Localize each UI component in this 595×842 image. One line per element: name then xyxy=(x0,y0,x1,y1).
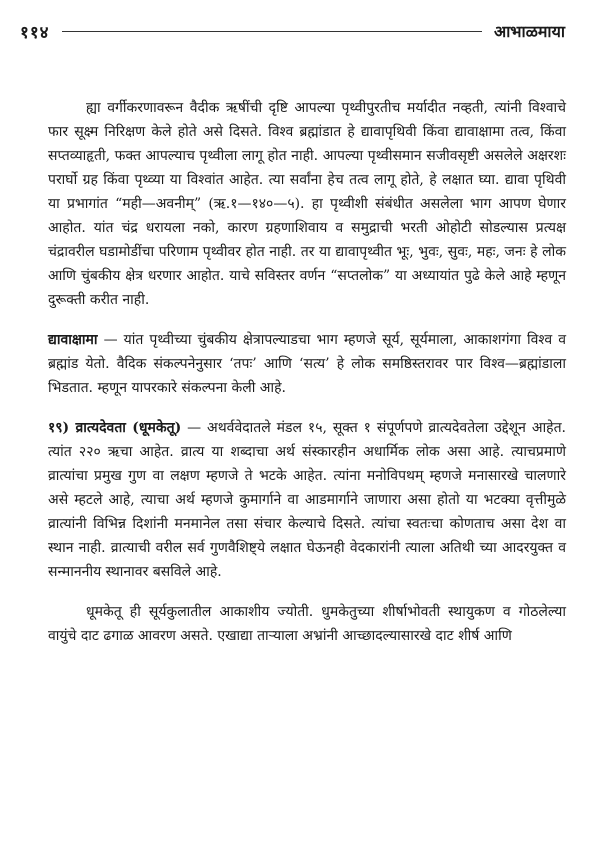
body-text xyxy=(48,96,566,648)
page-number: ११४ xyxy=(20,22,50,43)
paragraph-2-text: — यांत पृथ्वीच्या चुंबकीय क्षेत्रापल्याडचा भाग म्हणजे सूर्य, सूर्यमाला, आकाशगंगा विश्व व ब्रह्मांड येतो. वैदिक संकल्पनेनुसार ‘तपः’ आणि ‘सत्य’ हे लोक समष्ठिस्तरावर पार विश्व—ब्रह्मांडाला भिडतात. म्हणून यापरकारे संकल्पना केली आहे. xyxy=(48,332,566,396)
term-dyavakshama: द्यावाक्षामा xyxy=(48,332,98,348)
running-title: आभाळमाया xyxy=(493,22,565,41)
paragraph-4: धूमकेतू ही सूर्यकुलातील आकाशीय ज्योती. धुमकेतुच्या शीर्षाभोवती स्थायुकण व गोठलेल्या वायुंचे दाट ढगाळ आवरण असते. एखाद्या ताऱ्याला अभ्रांनी आच्छादल्यासारखे दाट शीर्ष आणि xyxy=(48,604,566,644)
paragraph-2 xyxy=(48,328,566,400)
paragraph-3 xyxy=(48,416,566,584)
page-header xyxy=(20,18,565,44)
header-rule xyxy=(62,31,482,32)
term-vratyadevata: १९) व्रात्यदेवता (धूमकेतू) xyxy=(48,420,182,436)
paragraph-3-text: — अथर्ववेदातले मंडल १५, सूक्त १ संपूर्णपणे व्रात्यदेवतेला उद्देशून आहेत. त्यांत २२० ऋचा आहेत. व्रात्य या शब्दाचा अर्थ संस्कारहीन अधार्मिक लोक असा आहे. त्याचप्रमाणे व्रात्यांचा प्रमुख गुण वा लक्षण म्हणजे ते भटके आहेत. त्यांना मनोविपथम् म्हणजे मनासारखे चालणारे असे म्हटले आहे, त्याचा अर्थ म्हणजे कुमार्गाने वा आडमार्गाने जाणारा असा होतो या भटक्या वृत्तीमुळे व्रात्यांनी विभिन्न दिशांनी मनमानेल तसा संचार केल्याचे दिसते. त्यांचा स्वतःचा कोणताच असा देश वा स्थान नाही. व्रात्याची वरील सर्व गुणवैशिष्ट्ये लक्षात घेऊनही वेदकारांनी त्याला अतिथी च्या आदरयुक्त व सन्माननीय स्थानावर बसविले आहे. xyxy=(48,420,567,580)
paragraph-1: ह्या वर्गीकरणावरून वैदीक ऋषींची दृष्टि आपल्या पृथ्वीपुरतीच मर्यादीत नव्हती, त्यांनी विश्वाचे फार सूक्ष्म निरिक्षण केले होते असे दिसते. विश्व ब्रह्मांडात हे द्यावापृथिवी किंवा द्यावाक्षामा तत्व, किंवा सप्तव्याहृती, फक्त आपल्याच पृथ्वीला लागू होत नाही. आपल्या पृथ्वीसमान सजीवसृष्टी असलेले अक्षरशः परार्घो ग्रह किंवा पृथ्व्या या विश्वांत आहेत. त्या सर्वांना हेच तत्व लागू होते, हे लक्षात घ्या. द्यावा पृथिवी या प्रभागांत “मही—अवनीम्” (ऋ.१—१४०—५). हा पृथ्वीशी संबंधीत असलेला भाग आपण घेणार आहोत. यांत चंद्र धरायला नको, कारण ग्रहणाशिवाय व समुद्राची भरती ओहोटी सोडल्यास प्रत्यक्ष चंद्रावरील घडामोडींचा परिणाम पृथ्वीवर होत नाही. तर या द्यावापृथ्वीत भूः, भुवः, सुवः, महः, जनः हे लोक आणि चुंबकीय क्षेत्र धरणार आहोत. याचे सविस्तर वर्णन “सप्तलोक” या अध्यायांत पुढे केले आहे म्हणून दुरूक्ती करीत नाही. xyxy=(48,100,566,308)
